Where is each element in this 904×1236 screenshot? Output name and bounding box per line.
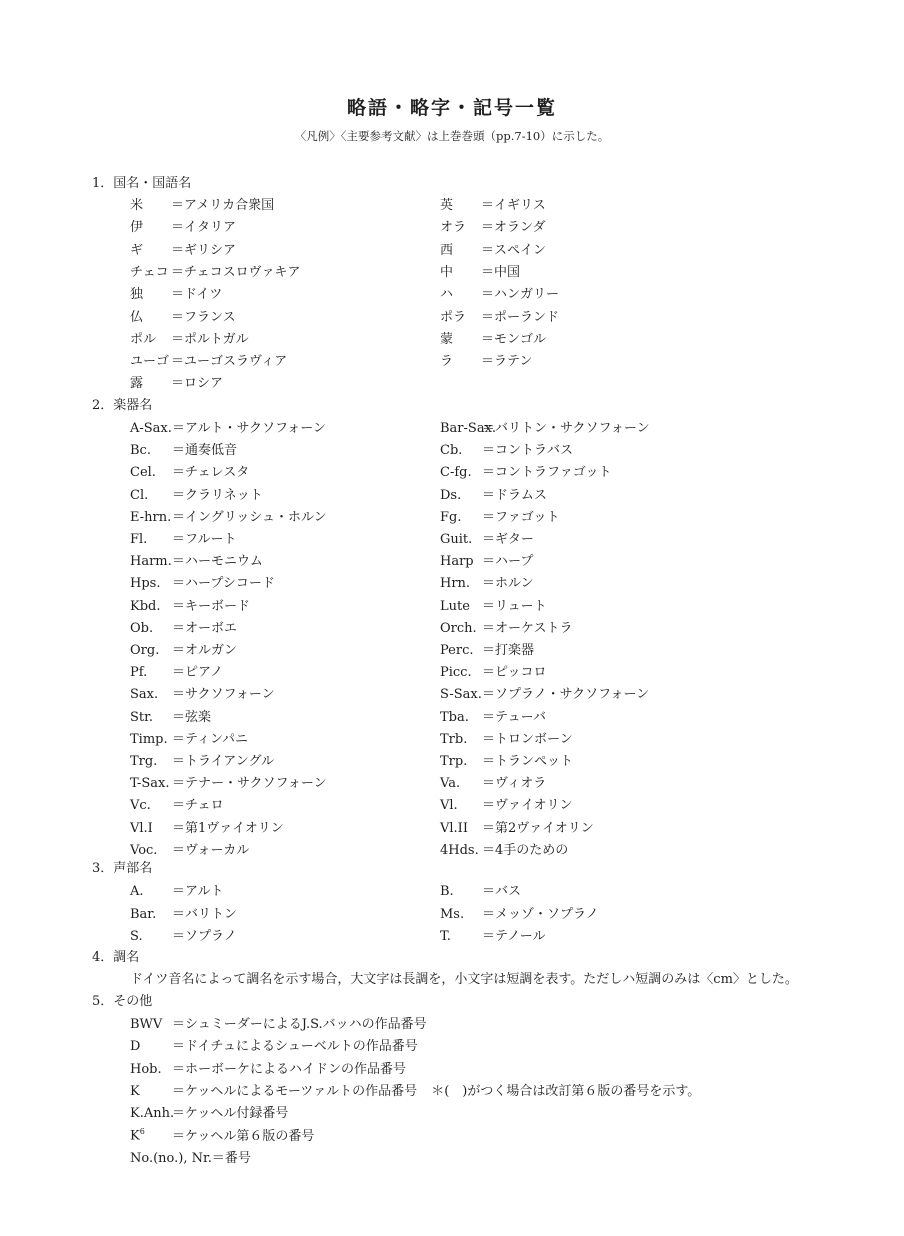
abbreviation: S. <box>130 929 143 944</box>
abbreviation: C-fg. <box>440 465 472 481</box>
list-item <box>440 528 534 547</box>
abbreviation: 中 <box>440 264 454 280</box>
abbreviation: ラ <box>440 354 454 370</box>
keys-description: ドイツ音名によって調名を示す場合，大文字は長調を，小文字は短調を表す。ただしハ短調のみは〈cm〉とした。 <box>130 972 798 987</box>
definition: ＝ハープ <box>482 554 534 570</box>
definition: ＝ケッヘルによるモーツァルトの作品番号 <box>172 1083 418 1099</box>
abbreviation: A-Sax. <box>130 421 172 436</box>
definition: ＝ソプラノ・サクソフォーン <box>482 687 650 703</box>
abbreviation: E-hrn. <box>130 509 172 525</box>
list-item <box>440 661 546 680</box>
abbreviation: T. <box>440 929 451 944</box>
definition: ＝バス <box>482 884 522 899</box>
definition: ＝ティンパニ <box>172 731 249 747</box>
definition: ＝ギター <box>482 532 534 547</box>
abbreviation: 伊 <box>130 220 144 236</box>
abbreviation: Vc. <box>130 798 151 814</box>
list-item <box>440 617 572 636</box>
abbreviation: Cel. <box>130 465 156 481</box>
definition: ＝ドイツ <box>171 287 223 303</box>
list-item <box>440 283 559 302</box>
list-item <box>130 617 237 636</box>
abbreviation: Orch. <box>440 620 477 636</box>
abbreviation: Lute <box>440 598 470 614</box>
list-item <box>130 194 274 213</box>
list-item <box>440 550 533 569</box>
abbreviation: Timp. <box>130 731 168 747</box>
definition: ＝アルト <box>172 884 224 899</box>
list-item <box>130 283 222 302</box>
abbreviation: Perc. <box>440 643 474 658</box>
list-item <box>130 1013 427 1032</box>
definition: ＝フルート <box>172 532 237 547</box>
abbreviation: Harp <box>440 554 474 570</box>
abbreviation: Trg. <box>130 754 158 769</box>
list-item <box>440 461 611 480</box>
definition: ＝ヴォーカル <box>172 842 250 858</box>
list-item <box>130 372 223 391</box>
definition: ＝ハンガリー <box>481 287 560 303</box>
abbreviation: A. <box>130 884 144 899</box>
abbreviation: Vl. <box>440 798 458 814</box>
abbreviation: 独 <box>130 287 144 303</box>
definition: ＝チェレスタ <box>172 465 250 481</box>
definition: ＝ポーランド <box>481 309 560 325</box>
abbreviation: T-Sax. <box>130 776 170 792</box>
list-item <box>130 880 223 899</box>
abbreviation: 露 <box>130 376 144 392</box>
list-item <box>440 750 573 769</box>
definition: ＝ピッコロ <box>482 665 547 681</box>
abbreviation-text: K <box>130 1083 140 1099</box>
definition: ＝中国 <box>481 264 521 280</box>
abbreviation: Org. <box>130 643 160 658</box>
definition: ＝ロシア <box>171 376 224 392</box>
list-item <box>440 683 649 702</box>
definition: ＝メッゾ・ソプラノ <box>482 906 599 922</box>
definition: ＝アルト・サクソフォーン <box>172 421 327 436</box>
definition: ＝コントラバス <box>482 443 574 459</box>
definition: ＝オーボエ <box>172 620 238 636</box>
definition: ＝ソプラノ <box>172 929 237 944</box>
abbreviation: ギ <box>130 242 144 258</box>
list-item <box>130 461 249 480</box>
definition: ＝ケッヘル付録番号 <box>172 1106 289 1122</box>
definition: ＝ファゴット <box>482 509 560 525</box>
definition: ＝第2ヴァイオリン <box>482 820 594 836</box>
list-item <box>440 772 546 791</box>
abbreviation: Pf. <box>130 665 148 681</box>
list-item <box>440 706 546 725</box>
definition: ＝ユーゴスラヴィア <box>171 354 288 370</box>
list-item <box>130 683 275 702</box>
list-item <box>130 306 236 325</box>
list-item <box>440 728 573 747</box>
abbreviation: ポル <box>130 331 157 347</box>
list-item <box>130 925 237 944</box>
abbreviation-text: K.Anh. <box>130 1106 175 1122</box>
abbreviation: ポラ <box>440 309 467 325</box>
definition: ＝イタリア <box>171 220 237 236</box>
list-item <box>130 1125 314 1144</box>
list-item <box>130 1080 700 1099</box>
list-item <box>440 794 572 813</box>
list-item <box>440 328 546 347</box>
list-item <box>130 1147 251 1166</box>
abbreviation: Va. <box>440 776 461 792</box>
definition: ＝ハープシコード <box>172 576 275 592</box>
definition: ＝ヴァイオリン <box>482 798 573 814</box>
abbreviation: オラ <box>440 220 467 236</box>
list-item <box>130 239 236 258</box>
section-heading-other: 5．その他 <box>92 994 153 1009</box>
list-item <box>440 484 547 503</box>
list-item <box>440 306 559 325</box>
abbreviation-text: Hob. <box>130 1061 162 1077</box>
definition: ＝イングリッシュ・ホルン <box>172 509 327 525</box>
list-item <box>130 639 237 658</box>
note-text: ＊( )がつく場合は改訂第６版の番号を示す。 <box>431 1083 701 1099</box>
page-subtitle: 〈凡例〉〈主要参考文献〉は上巻巻頭（pp.7-10）に示した。 <box>294 129 610 143</box>
abbreviation: 米 <box>130 198 144 213</box>
list-item <box>440 639 534 658</box>
definition: ＝ハーモニウム <box>172 554 263 570</box>
abbreviation: Harm. <box>130 554 172 570</box>
definition: ＝コントラファゴット <box>482 465 612 481</box>
page-title: 略語・略字・記号一覧 <box>346 97 557 119</box>
abbreviation-text: D <box>130 1039 141 1055</box>
list-item <box>130 794 224 813</box>
list-item <box>130 1058 406 1077</box>
abbreviation: Trp. <box>440 754 468 769</box>
list-item <box>440 417 650 436</box>
definition: ＝オルガン <box>172 643 238 658</box>
definition: ＝バリトン・サクソフォーン <box>482 421 650 436</box>
list-item <box>440 239 546 258</box>
definition: ＝ポルトガル <box>171 331 249 347</box>
definition: ＝バリトン <box>172 906 238 922</box>
definition: ＝通奏低音 <box>172 443 238 459</box>
abbreviation: Str. <box>130 709 154 725</box>
list-item <box>130 706 211 725</box>
abbreviation: Picc. <box>440 665 472 681</box>
abbreviation: ユーゴ <box>130 354 170 370</box>
abbreviation <box>130 1062 172 1077</box>
list-item <box>130 528 236 547</box>
section-heading-voices: 3．声部名 <box>92 861 153 876</box>
abbreviation: Kbd. <box>130 598 161 614</box>
abbreviation: 西 <box>440 242 454 258</box>
list-item <box>130 903 237 922</box>
abbreviation: Ds. <box>440 487 462 503</box>
abbreviation <box>130 1017 172 1032</box>
abbreviation: Hps. <box>130 576 161 592</box>
list-item <box>130 595 250 614</box>
abbreviation: 4Hds. <box>440 842 479 858</box>
abbreviation: Bar-Sax. <box>440 421 497 436</box>
abbreviation: Sax. <box>130 687 159 703</box>
definition: ＝打楽器 <box>482 643 535 658</box>
definition: ＝シュミーダーによるJ.S.バッハの作品番号 <box>172 1017 427 1032</box>
definition: ＝番号 <box>211 1150 251 1166</box>
list-item <box>440 925 545 944</box>
abbreviation <box>130 1127 172 1143</box>
abbreviation: Bar. <box>130 906 157 922</box>
abbreviation: チェコ <box>130 264 169 280</box>
abbreviation <box>130 1084 172 1099</box>
list-item <box>130 1102 288 1121</box>
abbreviation-text: BWV <box>130 1017 163 1032</box>
abbreviation: Voc. <box>130 842 158 858</box>
definition: ＝ホルン <box>482 576 534 592</box>
definition: ＝テノール <box>482 929 546 944</box>
definition: ＝クラリネット <box>172 487 263 503</box>
abbreviation-text: K <box>130 1128 140 1144</box>
definition: ＝チェロ <box>172 798 224 814</box>
definition: ＝サクソフォーン <box>172 687 275 703</box>
list-item <box>130 350 287 369</box>
list-item <box>130 506 327 525</box>
abbreviation: Cl. <box>130 487 149 503</box>
definition: ＝アメリカ合衆国 <box>171 198 275 213</box>
list-item <box>130 661 223 680</box>
abbreviation: Ms. <box>440 906 465 922</box>
abbreviation: B. <box>440 884 454 899</box>
abbreviation: ハ <box>440 287 454 303</box>
abbreviation: Vl.II <box>440 820 468 836</box>
list-item <box>130 839 249 858</box>
abbreviation: S-Sax. <box>440 687 482 703</box>
definition: ＝オランダ <box>481 220 546 236</box>
definition: ＝フランス <box>171 309 236 325</box>
abbreviation: Trb. <box>440 731 468 747</box>
list-item <box>130 572 275 591</box>
list-item <box>130 328 249 347</box>
abbreviation: Cb. <box>440 443 463 459</box>
list-item <box>130 1035 418 1054</box>
definition: ＝テューバ <box>482 709 546 725</box>
list-item <box>130 550 263 569</box>
definition: ＝イギリス <box>481 198 546 213</box>
list-item <box>440 839 568 858</box>
definition: ＝トロンボーン <box>482 731 573 747</box>
definition: ＝ラテン <box>481 354 533 370</box>
abbreviation: Tba. <box>440 709 469 725</box>
definition: ＝ギリシア <box>171 242 237 258</box>
definition: ＝ドラムス <box>482 487 547 503</box>
definition: ＝スペイン <box>481 242 547 258</box>
abbreviation: 英 <box>440 198 454 213</box>
definition: ＝ヴィオラ <box>482 776 547 792</box>
definition: ＝キーボード <box>172 598 251 614</box>
abbreviation <box>130 1039 172 1054</box>
definition: ＝弦楽 <box>172 709 212 725</box>
abbreviation: Vl.I <box>130 820 153 836</box>
definition: ＝第1ヴァイオリン <box>172 820 284 836</box>
list-item <box>130 216 236 235</box>
list-item <box>440 216 545 235</box>
definition: ＝ピアノ <box>172 665 223 681</box>
list-item <box>440 194 546 213</box>
abbreviation: Guit. <box>440 532 473 547</box>
list-item <box>130 750 274 769</box>
section-heading-keys: 4．調名 <box>92 950 140 965</box>
list-item <box>440 595 547 614</box>
section-heading-instruments: 2．楽器名 <box>92 398 153 413</box>
list-item <box>130 817 284 836</box>
abbreviation <box>130 1151 212 1166</box>
abbreviation: Fg. <box>440 509 462 525</box>
list-item <box>130 772 327 791</box>
list-item <box>130 728 248 747</box>
section-heading-countries: 1．国名・国語名 <box>92 176 192 191</box>
definition: ＝4手のための <box>482 842 569 858</box>
abbreviation <box>130 1106 175 1122</box>
definition: ＝トランペット <box>482 754 574 769</box>
abbreviation-text: No.(no.), Nr. <box>130 1150 212 1166</box>
list-item <box>440 439 573 458</box>
abbreviation: 仏 <box>130 309 144 325</box>
list-item <box>440 350 532 369</box>
definition: ＝ホーボーケによるハイドンの作品番号 <box>172 1061 407 1077</box>
definition: ＝モンゴル <box>481 331 547 347</box>
abbreviation: Bc. <box>130 443 151 459</box>
definition: ＝リュート <box>482 598 547 614</box>
list-item <box>440 903 599 922</box>
definition: ＝ドイチュによるシューベルトの作品番号 <box>172 1039 418 1055</box>
abbreviation: 蒙 <box>440 331 454 347</box>
list-item <box>440 506 559 525</box>
list-item <box>440 261 520 280</box>
definition: ＝オーケストラ <box>482 620 573 636</box>
list-item <box>130 261 300 280</box>
list-item <box>130 439 237 458</box>
list-item <box>440 817 594 836</box>
definition: ＝トライアングル <box>172 754 275 769</box>
list-item <box>130 417 326 436</box>
abbreviation: Ob. <box>130 620 154 636</box>
list-item <box>440 880 521 899</box>
definition: ＝ケッヘル第６版の番号 <box>172 1128 315 1144</box>
abbreviation: Fl. <box>130 532 148 547</box>
list-item <box>130 484 263 503</box>
list-item <box>440 572 534 591</box>
superscript: 6 <box>139 1127 145 1137</box>
abbreviation: Hrn. <box>440 576 471 592</box>
definition: ＝テナー・サクソフォーン <box>172 776 327 792</box>
definition: ＝チェコスロヴァキア <box>171 264 301 280</box>
